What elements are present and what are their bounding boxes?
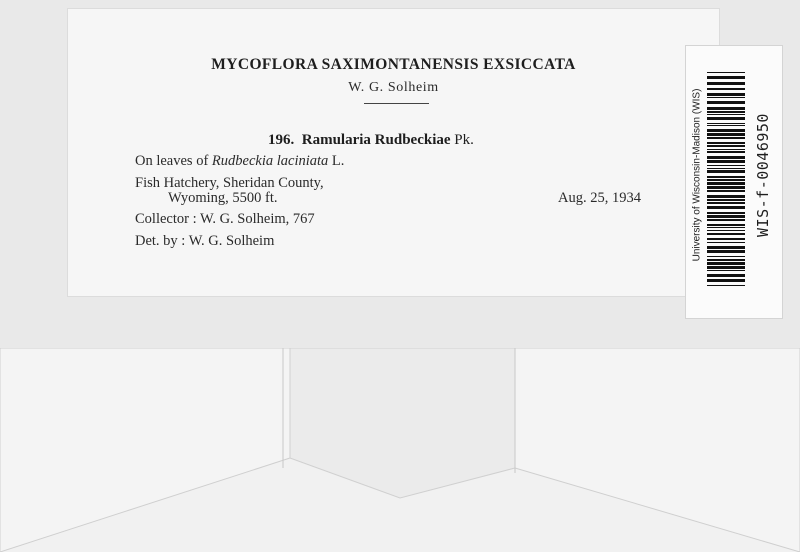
barcode-bar [707, 242, 745, 243]
barcode-bar [707, 179, 745, 181]
barcode-bar [707, 76, 745, 79]
barcode-bar [707, 238, 745, 240]
species-line [268, 132, 474, 149]
host-name: Rudbeckia laciniata [211, 153, 329, 169]
locality-line-1: Fish Hatchery, Sheridan County, [135, 175, 324, 191]
packet-flaps [0, 348, 800, 552]
barcode-bar [707, 88, 745, 90]
barcode-graphic [707, 70, 745, 288]
barcode-bar [707, 262, 745, 265]
barcode-bar [707, 227, 745, 228]
barcode-bar [707, 72, 745, 73]
barcode-bar [707, 160, 745, 163]
barcode-bar [707, 259, 745, 261]
collection-date: Aug. 25, 1934 [558, 190, 641, 206]
barcode-bar [707, 82, 745, 85]
barcode-bar [707, 230, 745, 231]
series-title: MYCOFLORA SAXIMONTANENSIS EXSICCATA [211, 56, 576, 73]
barcode-bar [707, 133, 745, 136]
barcode-bar [707, 156, 745, 159]
barcode-bar [707, 202, 745, 204]
barcode-bar [707, 137, 745, 139]
exsiccata-number: 196. [268, 132, 295, 148]
barcode-bar [707, 114, 745, 115]
barcode-bar [707, 101, 745, 104]
barcode-bar [707, 219, 745, 221]
barcode-bar [707, 97, 745, 98]
barcode-bar [707, 145, 745, 147]
accession-text [752, 60, 774, 290]
barcode-bar [707, 151, 745, 153]
barcode-bar [707, 224, 745, 226]
species-epithet: Rudbeckiae [374, 132, 451, 148]
center-flap [290, 348, 515, 498]
barcode-bar [707, 168, 745, 169]
right-flap [515, 348, 800, 552]
title-rule [364, 103, 429, 104]
barcode-bar [707, 215, 745, 218]
left-flap [0, 348, 290, 552]
institution-name: University of Wisconsin-Madison (WIS) [691, 88, 703, 262]
barcode-bar [707, 250, 745, 253]
barcode-bar [707, 125, 745, 126]
barcode-bar [707, 129, 745, 132]
host-prefix: On leaves of [135, 153, 209, 169]
barcode-bar [707, 123, 745, 124]
barcode-bar [707, 195, 745, 198]
host-line [135, 153, 344, 170]
genus-name: Ramularia [301, 132, 371, 148]
barcode-bar [707, 274, 745, 277]
barcode-bar [707, 285, 745, 286]
specimen-label [68, 9, 719, 296]
barcode-bar [707, 279, 745, 282]
species-authority: Pk. [454, 132, 474, 148]
barcode-bar [707, 111, 745, 113]
locality-line-2: Wyoming, 5500 ft. [168, 190, 278, 206]
series-author: W. G. Solheim [348, 80, 439, 95]
barcode-bar [707, 107, 745, 110]
barcode-bar [707, 190, 745, 192]
host-authority: L. [331, 153, 345, 169]
barcode-bar [707, 170, 745, 173]
barcode-bar [707, 206, 745, 209]
barcode-bar [707, 270, 745, 271]
barcode-bar [707, 186, 745, 189]
barcode-bar [707, 256, 745, 257]
barcode-bar [707, 176, 745, 178]
barcode-bar [707, 117, 745, 120]
barcode-bar [707, 212, 745, 214]
barcode-bar [707, 93, 745, 96]
accession-number: WIS-f-0046950 [754, 113, 772, 237]
barcode-bar [707, 246, 745, 249]
barcode-bar [707, 149, 745, 150]
collector-line: Collector : W. G. Solheim, 767 [135, 211, 315, 227]
barcode-bar [707, 165, 745, 166]
barcode-bar [707, 233, 745, 235]
barcode-bar [707, 182, 745, 185]
determiner-line: Det. by : W. G. Solheim [135, 233, 275, 249]
barcode-bar [707, 199, 745, 201]
institution-text [688, 60, 706, 290]
barcode-bar [707, 266, 745, 269]
barcode-bar [707, 142, 745, 144]
